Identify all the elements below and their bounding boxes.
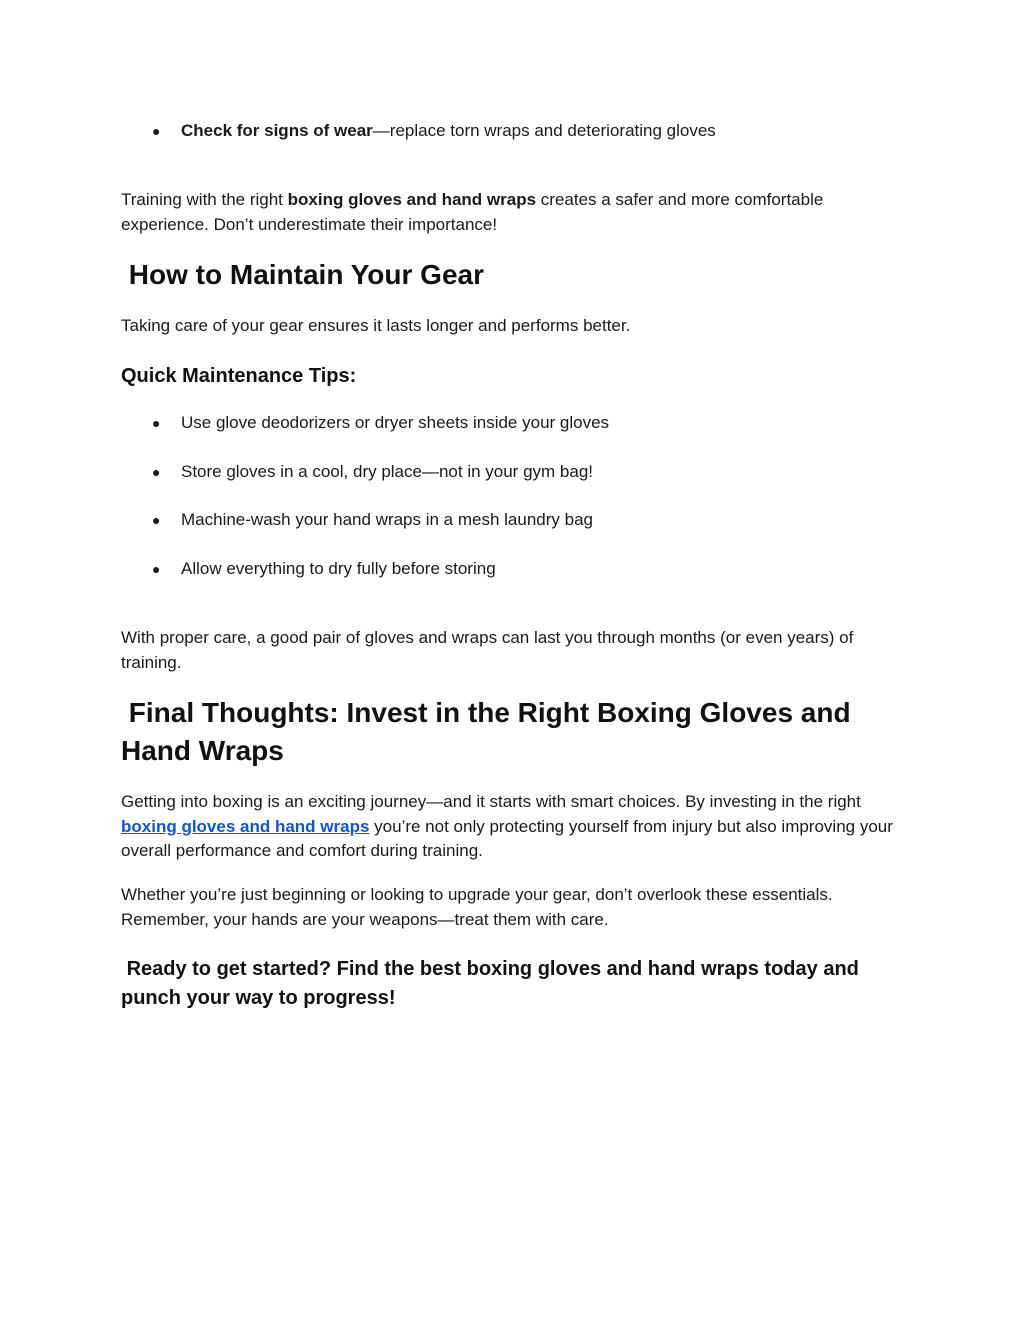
training-paragraph (121, 188, 911, 237)
bullet-rest: —replace torn wraps and deteriorating gloves (372, 121, 716, 140)
tip-text: Allow everything to dry fully before storing (181, 559, 496, 578)
training-text-before: Training with the right (121, 190, 288, 209)
final-text-before: Getting into boxing is an exciting journey—and it starts with smart choices. By investing in the right (121, 792, 861, 811)
maintenance-tips-subheading: Quick Maintenance Tips: (121, 365, 357, 387)
maintain-closing: With proper care, a good pair of gloves and wraps can last you through months (or even years) of training. (121, 628, 854, 672)
bullet-text (181, 119, 716, 143)
maintain-intro: Taking care of your gear ensures it lasts longer and performs better. (121, 316, 631, 335)
bullet-marker: ● (152, 512, 161, 528)
maintain-heading: How to Maintain Your Gear (121, 259, 485, 290)
tip-text: Machine-wash your hand wraps in a mesh laundry bag (181, 510, 594, 529)
final-thoughts-heading: Final Thoughts: Invest in the Right Boxing Gloves and Hand Wraps (121, 697, 859, 766)
tip-text: Store gloves in a cool, dry place—not in your gym bag! (181, 462, 593, 481)
final-text-after: you’re not only protecting yourself from injury but also improving your overall performance and comfort during training. (121, 816, 893, 860)
bullet-marker: ● (152, 464, 161, 480)
bullet-marker: ● (152, 561, 161, 577)
final-paragraph-1 (121, 790, 911, 864)
bullet-bold-lead: Check for signs of wear (181, 121, 373, 140)
training-text-bold: boxing gloves and hand wraps (287, 190, 537, 209)
training-text-after: creates a safer and more comfortable experience. Don’t underestimate their importance! (121, 190, 824, 234)
tip-text: Use glove deodorizers or dryer sheets inside your gloves (181, 413, 610, 432)
bullet-marker: ● (152, 123, 161, 139)
boxing-gloves-link[interactable]: boxing gloves and hand wraps (121, 816, 370, 836)
final-paragraph-2: Whether you’re just beginning or looking to upgrade your gear, don’t overlook these essentials. Remember, your hands are your weapons—treat them with care. (121, 885, 833, 929)
bullet-marker: ● (152, 415, 161, 431)
call-to-action: Ready to get started? Find the best boxing gloves and hand wraps today and punch your way to progress! (121, 958, 865, 1009)
